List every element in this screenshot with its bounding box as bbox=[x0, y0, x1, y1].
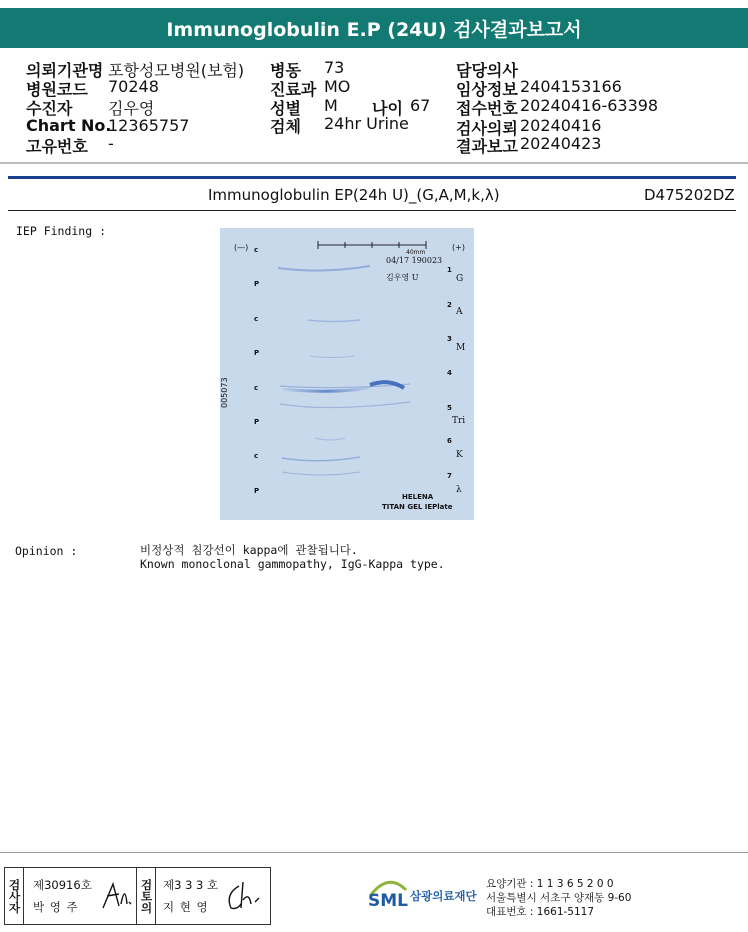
gel-left-mark: c bbox=[254, 452, 259, 460]
examiner-column-label bbox=[5, 868, 24, 924]
gel-lane-number: 3 bbox=[447, 335, 452, 343]
gel-lane-label: K bbox=[456, 450, 463, 460]
reviewer-role: 검토의 bbox=[139, 878, 154, 914]
unique-label: 고유번호 bbox=[26, 137, 88, 156]
gel-plus-label: (+) bbox=[452, 243, 465, 252]
gel-bands bbox=[220, 228, 474, 520]
divider-thick bbox=[8, 176, 736, 179]
gel-lane-label: G bbox=[456, 274, 464, 284]
gel-lane-label: M bbox=[456, 343, 466, 353]
gel-lane-label: A bbox=[456, 307, 463, 317]
receipt-label: 접수번호 bbox=[456, 99, 518, 118]
gel-lane-label: λ bbox=[456, 485, 462, 495]
clinical-label: 임상정보 bbox=[456, 80, 518, 99]
gel-brand-line2: TITAN GEL IEPlate bbox=[382, 503, 453, 511]
gel-left-mark: P bbox=[254, 487, 260, 495]
sex-value: M bbox=[324, 96, 338, 115]
sex-label: 성별 bbox=[270, 99, 301, 118]
opinion-line-1: 비정상적 침강선이 kappa에 관찰됩니다. bbox=[140, 543, 358, 557]
signature-box bbox=[4, 867, 271, 925]
specimen-label: 검체 bbox=[270, 117, 301, 136]
report-title-banner bbox=[0, 8, 748, 48]
dept-value: MO bbox=[324, 77, 351, 96]
opinion-label: Opinion : bbox=[15, 544, 78, 558]
gel-lane-number: 5 bbox=[447, 404, 452, 412]
org-name: 삼광의료재단 bbox=[410, 889, 477, 903]
gel-left-mark: c bbox=[254, 315, 259, 323]
gel-lane-number: 1 bbox=[447, 266, 452, 274]
org-address: 서울특별시 서초구 양재동 9-60 bbox=[486, 892, 632, 904]
gel-left-mark: c bbox=[254, 246, 259, 254]
org-code: 요양기관 : 1 1 3 6 5 2 0 0 bbox=[486, 878, 614, 890]
reviewer-signature bbox=[223, 878, 267, 914]
hospital-value: 포항성모병원(보험) bbox=[108, 61, 245, 80]
org-phone: 대표번호 : 1661-5117 bbox=[486, 906, 595, 918]
reviewer-name: 지 현 영 bbox=[163, 900, 209, 914]
sml-logo bbox=[366, 876, 410, 920]
age-label: 나이 bbox=[372, 99, 403, 118]
gel-stamp: 04/17 190023 bbox=[386, 256, 443, 265]
unique-value: - bbox=[108, 134, 114, 153]
clinical-value: 2404153166 bbox=[520, 77, 622, 96]
chart-label: Chart No. bbox=[26, 116, 112, 135]
specimen-value: 24hr Urine bbox=[324, 114, 409, 133]
patient-value: 김우영 bbox=[108, 99, 155, 118]
opinion-line-2: Known monoclonal gammopathy, IgG-Kappa type. bbox=[140, 557, 445, 571]
sml-logo-text: SML bbox=[368, 891, 408, 911]
ward-label: 병동 bbox=[270, 61, 301, 80]
gel-left-mark: P bbox=[254, 280, 260, 288]
gel-minus-label: (—) bbox=[234, 243, 249, 252]
gel-patient-name: 김우영 U bbox=[386, 273, 419, 282]
footer-divider bbox=[0, 852, 748, 853]
age-value: 67 bbox=[410, 96, 431, 115]
requested-value: 20240416 bbox=[520, 116, 602, 135]
gel-lane-label: Tri bbox=[452, 416, 466, 426]
gel-lane-number: 4 bbox=[447, 369, 452, 377]
gel-scale-label: 40mm bbox=[406, 249, 426, 256]
gel-left-mark: P bbox=[254, 349, 260, 357]
examiner-signature bbox=[99, 878, 133, 914]
chart-value: 12365757 bbox=[108, 116, 190, 135]
patient-label: 수진자 bbox=[26, 99, 73, 118]
reported-value: 20240423 bbox=[520, 134, 602, 153]
hospital-label: 의뢰기관명 bbox=[26, 61, 104, 80]
gel-lot-number: 005073 bbox=[220, 377, 229, 408]
code-label: 병원코드 bbox=[26, 80, 88, 99]
report-title: Immunoglobulin E.P (24U) 검사결과보고서 bbox=[166, 18, 582, 41]
gel-brand-line1: HELENA bbox=[402, 493, 434, 501]
code-value: 70248 bbox=[108, 77, 159, 96]
gel-left-mark: P bbox=[254, 418, 260, 426]
gel-left-mark: c bbox=[254, 384, 259, 392]
doctor-label: 담당의사 bbox=[456, 61, 518, 80]
iep-gel-image bbox=[220, 228, 474, 520]
examiner-license: 제30916호 bbox=[33, 878, 92, 892]
reviewer-license: 제3 3 3 호 bbox=[163, 878, 219, 892]
requested-label: 검사의뢰 bbox=[456, 119, 518, 138]
examiner-name: 박 영 주 bbox=[33, 900, 79, 914]
gel-lane-number: 2 bbox=[447, 301, 452, 309]
iep-finding-label: IEP Finding : bbox=[16, 224, 107, 238]
sml-logo-mark bbox=[366, 876, 410, 916]
reported-label: 결과보고 bbox=[456, 137, 518, 156]
receipt-value: 20240416-63398 bbox=[520, 96, 659, 115]
test-code: D475202DZ bbox=[644, 186, 735, 204]
divider bbox=[8, 210, 736, 211]
ward-value: 73 bbox=[324, 58, 345, 77]
divider bbox=[0, 162, 748, 164]
dept-label: 진료과 bbox=[270, 80, 317, 99]
reviewer-column-label bbox=[136, 868, 156, 924]
test-name: Immunoglobulin EP(24h U)_(G,A,M,k,λ) bbox=[208, 186, 500, 204]
gel-lane-number: 7 bbox=[447, 472, 452, 480]
gel-lane-number: 6 bbox=[447, 437, 452, 445]
examiner-role: 검사자 bbox=[7, 878, 22, 914]
